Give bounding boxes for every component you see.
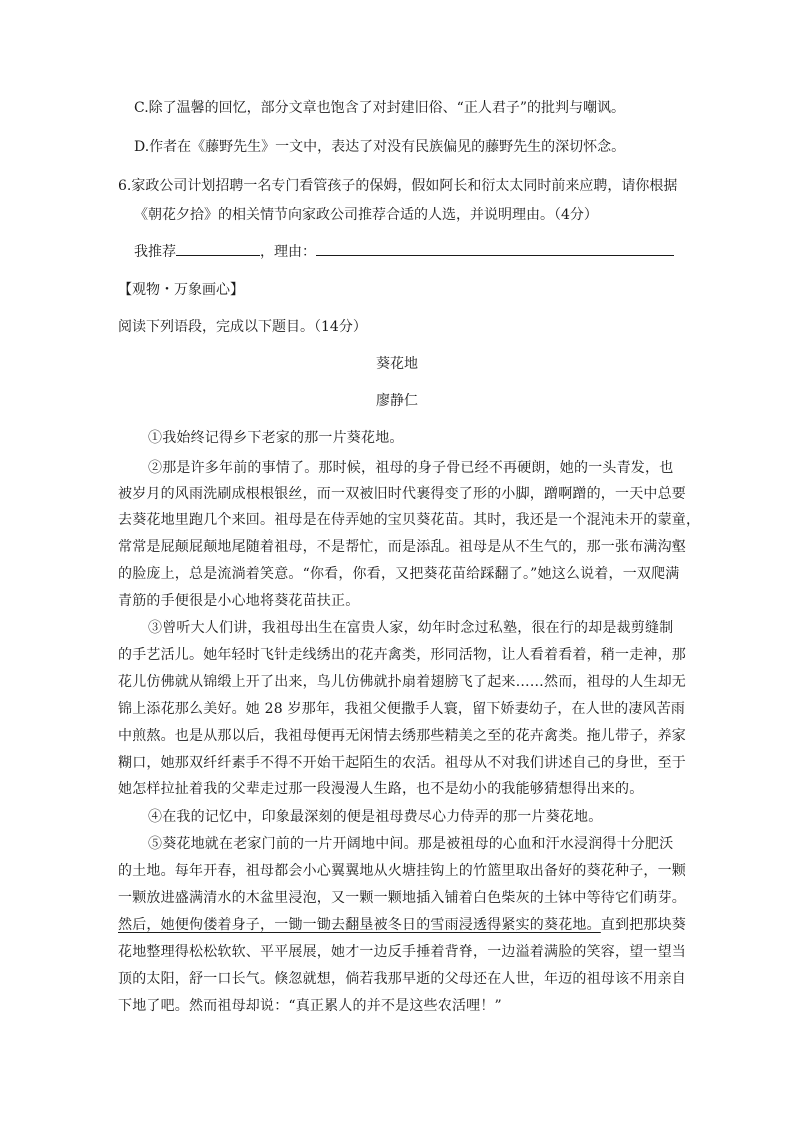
paragraph-4-line: ④在我的记忆中，印象最深刻的便是祖母费尽心力侍弄的那一片葵花地。 — [148, 809, 603, 825]
paragraph-3-line: 她怎样拉扯着我的父辈走过那一段漫漫人生路，也不是幼小的我能够猜想得出来的。 — [118, 781, 644, 797]
reason-label: ，理由： — [260, 244, 316, 260]
paragraph-3-line: 花儿仿佛就从锦缎上开了出来，鸟儿仿佛就扑扇着翅膀飞了起来……然而，祖母的人生却无 — [118, 674, 686, 690]
paragraph-5-line — [118, 916, 686, 934]
question-6-line-2: 《朝花夕拾》的相关情节向家政公司推荐合适的人选，并说明理由。（4分） — [134, 207, 598, 223]
article-author: 廖静仁 — [376, 393, 418, 409]
paragraph-2-line: 去葵花地里跑几个来回。祖母是在侍弄她的宝贝葵花苗。其时，我还是一个混沌未开的蒙童， — [118, 512, 701, 528]
option-c: C.除了温馨的回忆，部分文章也饱含了对封建旧俗、“正人君子”的批判与嘲讽。 — [134, 100, 625, 116]
recommend-label: 我推荐 — [134, 244, 176, 260]
paragraph-2-line: 被岁月的风雨洗刷成根根银丝，而一双被旧时代裹得变了形的小脚，蹭啊蹭的，一天中总要 — [118, 486, 686, 502]
paragraph-3-line: ③曾听大人们讲，我祖母出生在富贵人家，幼年时念过私塾，很在行的却是裁剪缝制 — [148, 620, 674, 636]
section-title: 【观物・万象画心】 — [118, 282, 244, 298]
paragraph-3-line: 锦上添花那么美好。她 28 岁那年，我祖父便撒手人寰，留下娇妻幼子，在人世的凄风苦雨 — [118, 701, 686, 717]
paragraph-3-line: 的手艺活儿。她年轻时飞针走线绣出的花卉禽类，形同活物，让人看着看着，稍一走神，那 — [118, 647, 686, 663]
paragraph-3-line: 中煎熬。也是从那以后，我祖母便再无闲情去绣那些精美之至的花卉禽类。拖儿带子，养家 — [118, 728, 686, 744]
paragraph-2-line: 的脸庞上，总是流淌着笑意。“你看，你看，又把葵花苗给踩翻了。”她这么说着，一双爬满 — [118, 566, 680, 582]
paragraph-2-line: 常常是屁颠屁颠地尾随着祖母，不是帮忙，而是添乱。祖母是从不生气的，那一张布满沟壑 — [118, 539, 686, 555]
paragraph-2-line: ②那是许多年前的事情了。那时候，祖母的身子骨已经不再硬朗，她的一头青发，也 — [148, 460, 674, 476]
answer-row — [134, 241, 674, 261]
paragraph-5-line: 花地整理得松松软软、平平展展，她才一边反手捶着背脊，一边溢着满脸的笑容，望一望当 — [118, 944, 686, 960]
paragraph-5-line: 一颗放进盛满清水的木盆里浸泡，又一颗一颗地插入铺着白色柴灰的土钵中等待它们萌芽。 — [118, 890, 686, 906]
underlined-sentence: 然后，她便佝偻着身子，一锄一锄去翻垦被冬日的雪雨浸透得紧实的葵花地。 — [118, 917, 601, 933]
option-d: D.作者在《藤野先生》一文中，表达了对没有民族偏见的藤野先生的深切怀念。 — [134, 139, 626, 155]
paragraph-2-line: 青筋的手便很是小心地将葵花苗扶正。 — [118, 593, 360, 609]
recommend-blank[interactable] — [176, 241, 260, 256]
paragraph-5-line: 顶的太阳，舒一口长气。倏忽就想，倘若我那早逝的父母还在人世，年迈的祖母该不用亲自 — [118, 971, 686, 987]
paragraph-5-line: ⑤葵花地就在老家门前的一片开阔地中间。那是被祖母的心血和汗水浸润得十分肥沃 — [148, 836, 674, 852]
paragraph-1-line: ①我始终记得乡下老家的那一片葵花地。 — [148, 430, 404, 446]
question-6-line-1: 6.家政公司计划招聘一名专门看管孩子的保姆，假如阿长和衍太太同时前来应聘，请你根据 — [118, 178, 678, 194]
paragraph-5-line: 的土地。每年开春，祖母都会小心翼翼地从火塘挂钩上的竹篮里取出备好的葵花种子，一颗 — [118, 863, 686, 879]
sentence-continuation: 直到把那块葵 — [600, 917, 687, 933]
section-instruction: 阅读下列语段，完成以下题目。（14分） — [118, 319, 367, 335]
article-title: 葵花地 — [376, 356, 418, 372]
reason-blank[interactable] — [316, 241, 674, 256]
paragraph-5-line: 下地了吧。然而祖母却说：“真正累人的并不是这些农活哩！” — [118, 998, 502, 1014]
paragraph-3-line: 糊口，她那双纤纤素手不得不开始干起陌生的农活。祖母从不对我们讲述自己的身世，至于 — [118, 755, 686, 771]
